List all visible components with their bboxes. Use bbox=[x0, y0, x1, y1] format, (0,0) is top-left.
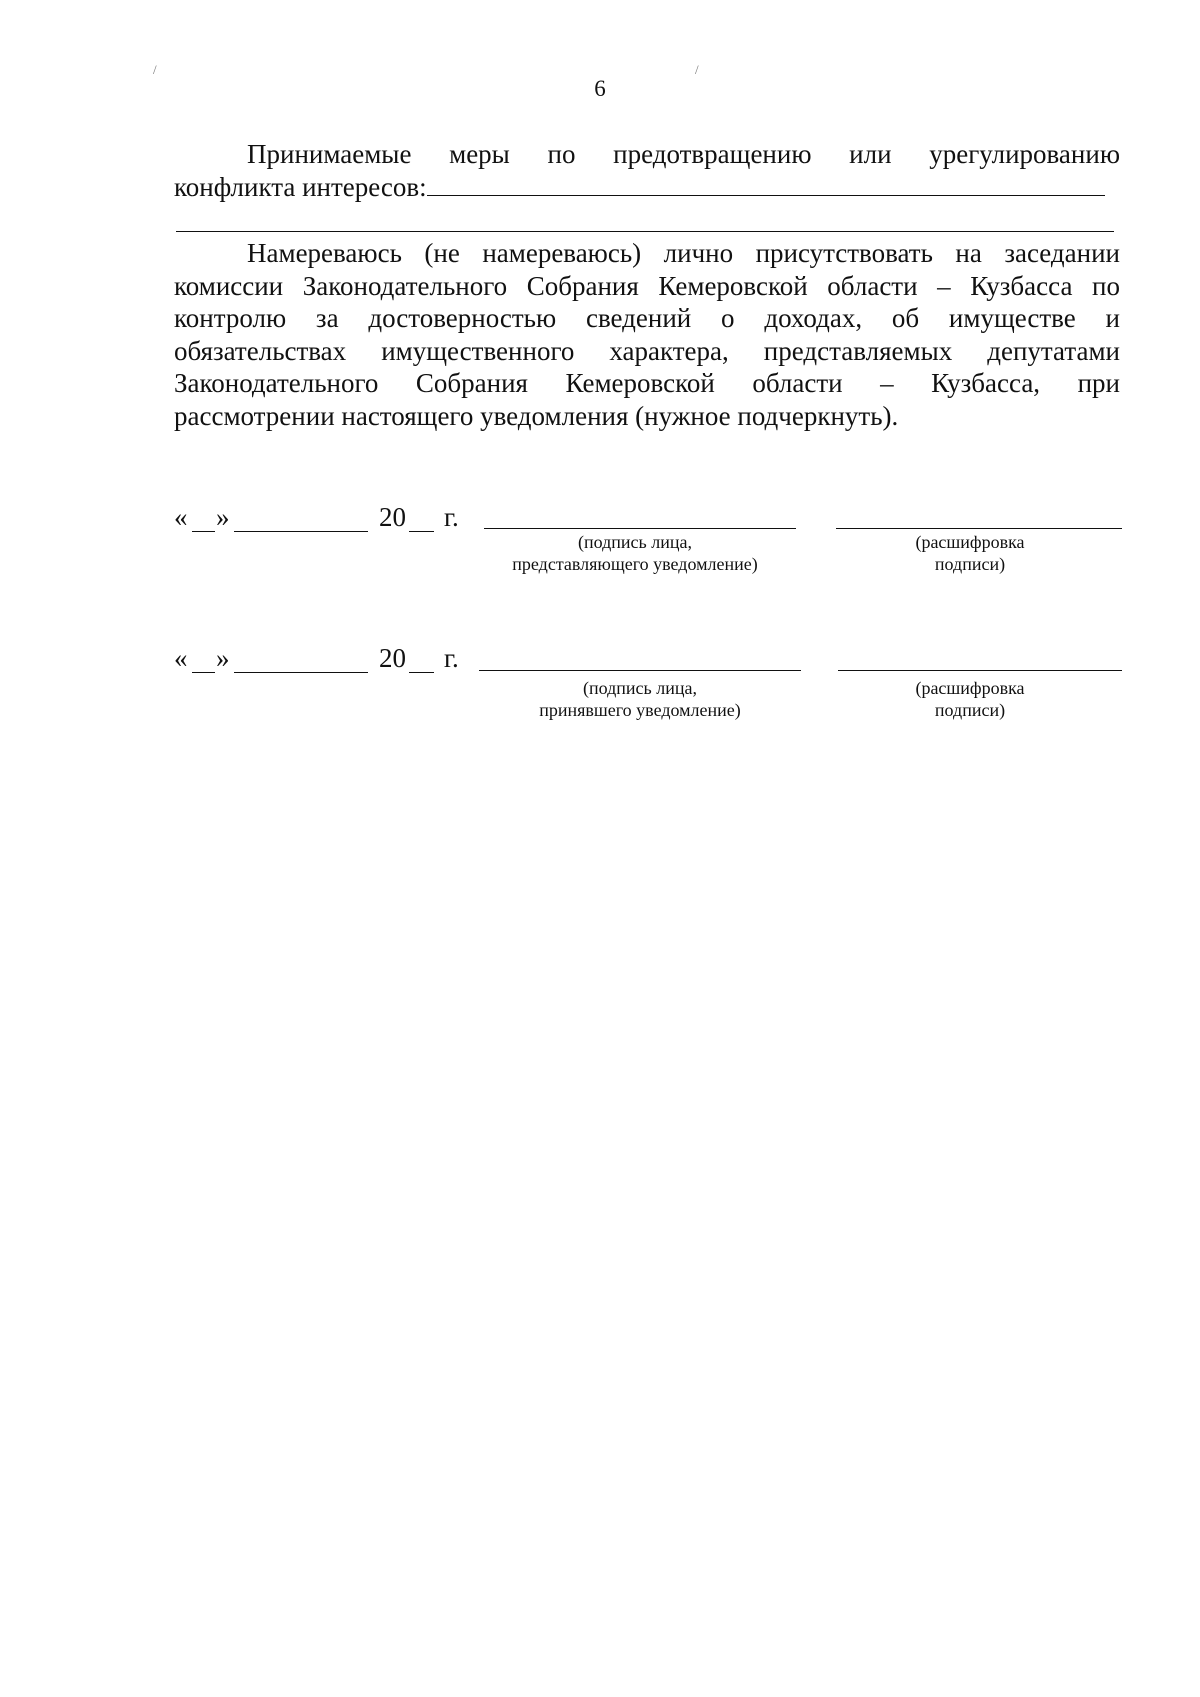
intent-line-4: обязательствах имущественного характера, представляемых депутатами bbox=[174, 335, 1120, 366]
date-day-line bbox=[192, 672, 215, 673]
signature-caption-line-2: принявшего уведомление) bbox=[539, 700, 741, 720]
signature-line bbox=[479, 670, 801, 671]
date-close-quote: » bbox=[216, 643, 230, 673]
signature-caption-line-1: (подпись лица, bbox=[578, 532, 692, 552]
page-number: 6 bbox=[594, 76, 606, 101]
intent-paragraph bbox=[174, 237, 1120, 432]
date-year-line bbox=[409, 672, 434, 673]
measures-line-2 bbox=[174, 171, 1120, 204]
date-open-quote: « bbox=[174, 502, 188, 532]
date-open-quote: « bbox=[174, 643, 188, 673]
signature-caption-line-1: (подпись лица, bbox=[583, 678, 697, 698]
date-close-quote: » bbox=[216, 502, 230, 532]
date-month-line bbox=[234, 672, 368, 673]
decode-caption-line-1: (расшифровка bbox=[915, 678, 1025, 698]
decode-caption-line-2: подписи) bbox=[934, 700, 1006, 720]
signature-caption-line-2: представляющего уведомление) bbox=[512, 554, 758, 574]
intent-line-6: рассмотрении настоящего уведомления (нужное подчеркнуть). bbox=[174, 400, 899, 431]
decode-caption-line-1: (расшифровка bbox=[915, 532, 1025, 552]
scan-mark: / bbox=[153, 62, 157, 77]
intent-line-1: Намереваюсь (не намереваюсь) лично присутствовать на заседании bbox=[247, 238, 1120, 268]
measures-line-2-text: конфликта интересов: bbox=[174, 171, 427, 202]
date-day-line bbox=[192, 531, 215, 532]
measures-line-1: Принимаемые меры по предотвращению или урегулированию bbox=[247, 139, 1120, 169]
date-year-line bbox=[409, 531, 434, 532]
date-year-prefix: 20 bbox=[379, 643, 406, 673]
date-month-line bbox=[234, 531, 368, 532]
intent-line-3: контролю за достоверностью сведений о доходах, об имуществе и bbox=[174, 303, 1120, 333]
measures-paragraph bbox=[174, 138, 1120, 203]
signature-caption bbox=[500, 531, 770, 575]
intent-line-2: комиссии Законодательного Собрания Кемеровской области – Кузбасса по bbox=[174, 270, 1120, 301]
date-year-suffix: г. bbox=[444, 502, 459, 532]
date-year-prefix: 20 bbox=[379, 502, 406, 532]
scan-mark: / bbox=[695, 62, 699, 77]
measures-fill-line bbox=[427, 195, 1105, 196]
decode-line bbox=[838, 670, 1122, 671]
decode-caption bbox=[880, 531, 1060, 575]
decode-caption bbox=[880, 677, 1060, 721]
measures-blank-line bbox=[176, 231, 1114, 232]
decode-caption-line-2: подписи) bbox=[934, 554, 1006, 574]
signature-caption bbox=[510, 677, 770, 721]
decode-line bbox=[836, 528, 1122, 529]
intent-line-5: Законодательного Собрания Кемеровской области – Кузбасса, при bbox=[174, 368, 1120, 398]
date-year-suffix: г. bbox=[444, 643, 459, 673]
signature-line bbox=[484, 528, 796, 529]
